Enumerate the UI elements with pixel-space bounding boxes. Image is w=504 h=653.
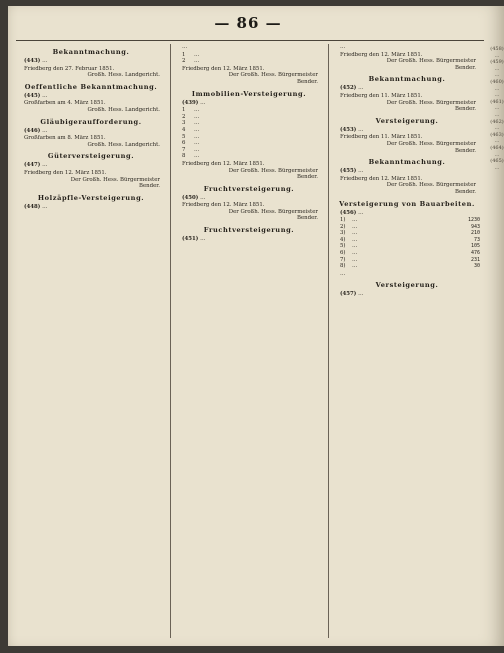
list-item-text: …	[352, 230, 358, 237]
signature-line: Der Großh. Hess. Bürgermeister	[228, 208, 318, 215]
notice-paragraph	[18, 204, 164, 211]
signature-line: Der Großh. Hess. Bürgermeister	[386, 182, 476, 189]
signature-line: Großh. Hess. Landgericht.	[87, 106, 160, 113]
list-item	[182, 127, 322, 134]
list-item-amount: 105	[470, 243, 480, 250]
notice-paragraph	[176, 236, 322, 243]
list-item-key: 1	[182, 51, 186, 58]
notice-text: …	[42, 203, 48, 210]
list-item-amount	[294, 58, 322, 65]
place-date-line: Friedberg den 27. Februar 1851.	[24, 65, 115, 72]
signature-line: Der Großh. Hess. Bürgermeister	[228, 72, 318, 79]
list-item	[182, 134, 322, 141]
signature-line: Großh. Hess. Landgericht.	[87, 72, 160, 79]
notice-paragraph	[176, 195, 322, 202]
notice-text: …	[42, 162, 48, 169]
list-item-text: …	[352, 243, 358, 250]
notice-paragraph	[334, 85, 480, 92]
edge-text-fragment: …	[494, 52, 500, 59]
notice-number: (452)	[340, 85, 357, 92]
adjacent-page-edge	[490, 46, 504, 636]
list-item-amount	[294, 127, 322, 134]
notice-number: (446)	[24, 127, 41, 134]
place-date-line: Großfarben am 8. März 1851.	[24, 135, 106, 142]
section-title: Versteigerung von Bauarbeiten.	[339, 199, 475, 208]
column-right	[334, 44, 480, 640]
list-item	[182, 114, 322, 121]
list-item-key: 1	[182, 107, 186, 114]
list-item-amount	[294, 134, 322, 141]
edge-text-fragment: (458)	[490, 46, 504, 52]
list-item-amount	[294, 52, 322, 59]
notice-text: …	[340, 44, 346, 50]
place-date-line: Friedberg den 11. März 1851.	[340, 134, 423, 141]
notice-text: …	[200, 236, 206, 243]
list-item-key: 7	[182, 146, 186, 153]
signature-line: Bender.	[139, 183, 160, 190]
signature-line: Großh. Hess. Landgericht.	[87, 141, 160, 148]
notice-number: (455)	[340, 168, 357, 175]
list-item-text: …	[352, 236, 358, 243]
edge-text-fragment: (460)	[490, 78, 504, 85]
notice-text: …	[358, 291, 364, 298]
list-item-key: 4)	[340, 236, 346, 243]
newspaper-page	[8, 6, 504, 646]
section-title: Oeffentliche Bekanntmachung.	[24, 82, 158, 91]
list-item-key: 5	[182, 133, 186, 140]
edge-text-fragment: …	[494, 65, 500, 72]
notice-text: …	[200, 194, 206, 201]
edge-text-fragment: (462)	[490, 118, 504, 125]
edge-text-fragment: …	[494, 138, 500, 145]
signature-line: Bender.	[455, 188, 476, 195]
column-left	[18, 44, 164, 640]
list-item	[340, 263, 480, 270]
page-number: — 86 —	[214, 14, 282, 32]
notice-paragraph	[18, 93, 164, 100]
edge-text-fragment: …	[494, 105, 500, 112]
signature-line: Der Großh. Hess. Bürgermeister	[386, 58, 476, 65]
list-item-amount: 1230	[467, 217, 480, 224]
list-item-amount	[294, 153, 322, 160]
notice-number: (447)	[24, 162, 41, 169]
list-item-key: 8)	[340, 263, 346, 270]
list-item-text: …	[194, 107, 200, 114]
page-header	[8, 14, 488, 32]
edge-text-fragment: …	[494, 111, 500, 118]
place-date-line: Friedberg den 12. März 1851.	[182, 202, 265, 209]
notice-text: …	[42, 58, 48, 64]
list-item	[182, 107, 322, 114]
notice-text: …	[358, 168, 364, 175]
list-item	[182, 147, 322, 154]
notice-number: (448)	[24, 203, 41, 210]
list-item-amount: 476	[470, 250, 480, 257]
list-item	[340, 257, 480, 264]
list-item-key: 2	[182, 58, 186, 65]
notice-paragraph	[176, 100, 322, 107]
notice-text: …	[182, 44, 188, 50]
section-title: Immobilien-Versteigerung.	[191, 89, 307, 98]
edge-text-fragment: (459)	[490, 59, 504, 66]
list-item-key: 3	[182, 120, 186, 127]
edge-text-fragment: (461)	[490, 98, 504, 105]
list-item-text: …	[352, 263, 358, 270]
list-item-key: 7)	[340, 256, 346, 263]
header-rule	[16, 40, 484, 41]
list-item-text: …	[194, 146, 200, 153]
item-list	[340, 217, 480, 270]
section-title: Versteigerung.	[375, 281, 439, 290]
notice-text: …	[42, 127, 48, 134]
section-title: Fruchtversteigerung.	[203, 226, 295, 235]
notice-text: …	[200, 99, 206, 106]
notice-paragraph	[334, 210, 480, 217]
signature-line: Bender.	[455, 147, 476, 154]
notice-number: (457)	[340, 291, 357, 298]
edge-text-fragment: …	[494, 85, 500, 92]
list-item-text: …	[194, 113, 200, 120]
list-item-text: …	[194, 51, 200, 58]
notice-paragraph	[334, 271, 480, 278]
edge-text-fragment: …	[494, 164, 500, 171]
place-date-line: Friedberg den 12. März 1851.	[340, 51, 423, 58]
signature-line: Der Großh. Hess. Bürgermeister	[228, 167, 318, 174]
place-date-line: Friedberg den 12. März 1851.	[182, 65, 265, 72]
notice-number: (445)	[24, 92, 41, 99]
section-title: Bekanntmachung.	[52, 48, 130, 56]
list-item-amount: 210	[470, 230, 480, 237]
notice-text: …	[340, 270, 346, 277]
edge-text-fragment: …	[494, 92, 500, 99]
notice-number: (453)	[340, 126, 357, 133]
section-title: Güterversteigerung.	[47, 152, 135, 161]
notice-paragraph	[334, 291, 480, 298]
list-item	[182, 52, 322, 59]
signature-line: Der Großh. Hess. Bürgermeister	[70, 176, 160, 183]
list-item-amount	[294, 120, 322, 127]
place-date-line: Friedberg den 12. März 1851.	[182, 160, 265, 167]
edge-text-fragment: …	[494, 151, 500, 158]
signature-line: Bender.	[297, 78, 318, 85]
list-item-amount: 73	[473, 236, 480, 243]
notice-text: …	[358, 126, 364, 133]
list-item-text: …	[194, 126, 200, 133]
list-item	[182, 120, 322, 127]
section-title: Bekanntmachung.	[368, 75, 446, 84]
place-date-line: Großfarben am 4. März 1851.	[24, 100, 106, 107]
list-item-text: …	[352, 256, 358, 263]
place-date-line: Friedberg den 12. März 1851.	[24, 169, 107, 176]
list-item-amount: 30	[473, 263, 480, 270]
notice-number: (450)	[182, 194, 199, 201]
edge-text-fragment: (464)	[490, 144, 504, 151]
column-divider	[328, 44, 329, 638]
list-item-key: 6	[182, 140, 186, 147]
edge-text-fragment: (465)	[490, 158, 504, 165]
list-item-amount: 943	[470, 223, 480, 230]
notice-paragraph	[334, 168, 480, 175]
signature-line: Der Großh. Hess. Bürgermeister	[386, 140, 476, 147]
list-item-text: …	[194, 58, 200, 65]
list-item	[182, 153, 322, 160]
place-date-line: Friedberg den 12. März 1851.	[340, 175, 423, 182]
notice-number: (456)	[340, 209, 357, 216]
list-item-amount	[294, 107, 322, 114]
notice-paragraph	[18, 58, 164, 65]
notice-paragraph	[334, 127, 480, 134]
list-item-text: …	[194, 133, 200, 140]
edge-text-fragment: …	[494, 72, 500, 79]
list-item	[182, 140, 322, 147]
notice-number: (439)	[182, 99, 199, 106]
list-item-key: 2	[182, 113, 186, 120]
list-item-amount	[294, 147, 322, 154]
item-list	[182, 107, 322, 160]
list-item	[340, 224, 480, 231]
list-item	[340, 250, 480, 257]
signature-line: Bender.	[455, 64, 476, 71]
section-title: Fruchtversteigerung.	[203, 184, 295, 193]
list-item-text: …	[194, 153, 200, 160]
edge-text-fragment: …	[494, 125, 500, 132]
notice-text: …	[358, 209, 364, 216]
list-item-key: 1)	[340, 217, 346, 224]
list-item-key: 2)	[340, 223, 346, 230]
signature-line: Bender.	[297, 215, 318, 222]
notice-text: …	[358, 85, 364, 92]
list-item	[340, 243, 480, 250]
section-title: Gläubigeraufforderung.	[40, 117, 142, 126]
list-item-text: …	[194, 120, 200, 127]
notice-number: (451)	[182, 236, 199, 243]
signature-line: Der Großh. Hess. Bürgermeister	[386, 99, 476, 106]
notice-paragraph	[334, 44, 480, 51]
section-title: Holzäpfle-Versteigerung.	[37, 193, 145, 202]
place-date-line: Friedberg den 11. März 1851.	[340, 92, 423, 99]
column-middle	[176, 44, 322, 640]
edge-text-fragment: (463)	[490, 131, 504, 138]
list-item-key: 4	[182, 126, 186, 133]
list-item	[182, 58, 322, 65]
signature-line: Bender.	[297, 174, 318, 181]
list-item-text: …	[194, 140, 200, 147]
list-item	[340, 217, 480, 224]
list-item-amount: 231	[470, 256, 480, 263]
notice-text: …	[42, 92, 48, 99]
list-item-key: 3)	[340, 230, 346, 237]
list-item-text: …	[352, 223, 358, 230]
notice-paragraph	[18, 128, 164, 135]
list-item-amount	[294, 140, 322, 147]
list-item	[340, 237, 480, 244]
list-item	[340, 230, 480, 237]
notice-paragraph	[176, 44, 322, 51]
list-item-key: 5)	[340, 243, 346, 250]
section-title: Bekanntmachung.	[368, 158, 446, 167]
notice-number: (443)	[24, 58, 41, 64]
notice-paragraph	[18, 162, 164, 169]
list-item-amount	[294, 114, 322, 121]
list-item-text: …	[352, 217, 358, 224]
signature-line: Bender.	[455, 106, 476, 113]
list-item-text: …	[352, 250, 358, 257]
list-item-key: 6)	[340, 250, 346, 257]
item-list	[182, 52, 322, 65]
column-divider	[170, 44, 171, 638]
section-title: Versteigerung.	[375, 116, 439, 125]
list-item-key: 8	[182, 153, 186, 160]
